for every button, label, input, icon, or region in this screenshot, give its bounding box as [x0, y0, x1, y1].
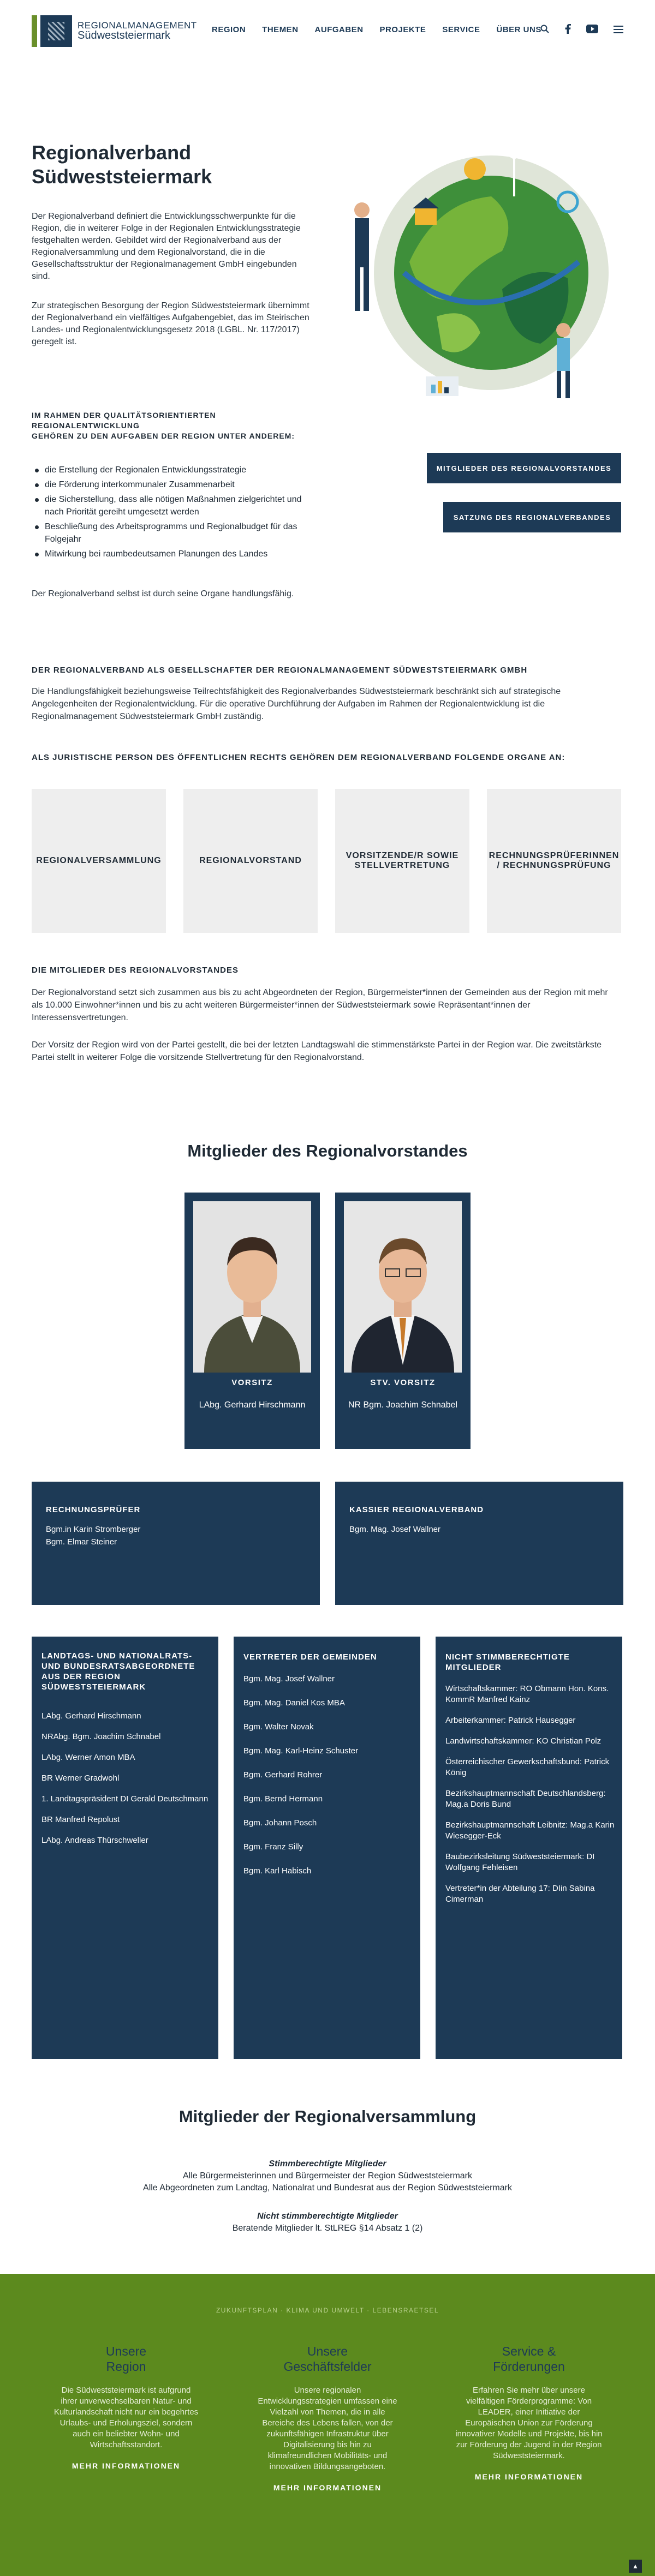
member-role: STV. VORSITZ [370, 1378, 436, 1387]
member-name: NR Bgm. Joachim Schnabel [348, 1400, 458, 1410]
intro-paragraph-3: Der Regionalverband selbst ist durch seine Organe handlungsfähig. [32, 589, 294, 598]
organ-regionalvorstand[interactable]: REGIONALVORSTAND [183, 789, 318, 933]
members-info-p2: Der Vorsitz der Region wird von der Partei gestellt, die bei der letzten Landtagswahl die stimmenstärkste Partei in der Region war. Die zweitstärkste Partei stellt in weiterer Folge die vorsitzende Stellvertretung für den Regionalvorstand. [32, 1040, 602, 1062]
list-item: die Sicherstellung, dass alle nötigen Maßnahmen zielgerichtet und nach Priorität gereiht umgesetzt werden [33, 493, 317, 518]
list-item: Bezirkshauptmannschaft Leibnitz: Mag.a Karin Wiesegger-Eck [445, 1820, 615, 1841]
list-item: NRAbg. Bgm. Joachim Schnabel [41, 1732, 161, 1741]
footer-col-text: Unsere regionalen Entwicklungsstrategien umfassen eine Vielzahl von Themen, die in alle Bereiche des Lebens fallen, von der zukunftsfähigen Infrastruktur über Digitalisierung bis hin zu klimafreundlichen Mobilitäts- und innovativen Bildungsangeboten. [258, 2386, 397, 2471]
list-item: Bgm. Franz Silly [243, 1842, 303, 1852]
more-info-link[interactable]: MEHR INFORMATIONEN [474, 2472, 583, 2481]
list-item: Bgm. Mag. Josef Wallner [349, 1525, 440, 1534]
intro-paragraph-2: Zur strategischen Besorgung der Region Südweststeiermark übernimmt der Regionalverband ein vielfältiges Aufgabengebiet, das im Steirischen Landes- und Regionalentwicklungsgesetz 2018 (LGBL. Nr. 117/2017) geregelt ist. [32, 301, 309, 346]
nav-themen[interactable]: THEMEN [262, 25, 299, 34]
nav-aufgaben[interactable]: AUFGABEN [314, 25, 364, 34]
list-item: LAbg. Gerhard Hirschmann [41, 1711, 141, 1721]
voting-line1: Alle Bürgermeisterinnen und Bürgermeister der Region Südweststeiermark [182, 2171, 473, 2180]
list-item: Bgm. Elmar Steiner [46, 1537, 117, 1547]
organ-regionalversammlung[interactable]: REGIONALVERSAMMLUNG [32, 789, 166, 933]
list-item: Bezirkshauptmannschaft Deutschlandsberg: Mag.a Doris Bund [445, 1789, 606, 1809]
list-item: Bgm. Gerhard Rohrer [243, 1770, 323, 1780]
list-item: 1. Landtagspräsident DI Gerald Deutschmann [41, 1794, 209, 1804]
members-info-heading: DIE MITGLIEDER DES REGIONALVORSTANDES [32, 966, 239, 975]
nav-projekte[interactable]: PROJEKTE [379, 25, 426, 34]
nav-region[interactable]: REGION [212, 25, 246, 34]
assembly-title: Mitglieder der Regionalversammlung [178, 2107, 477, 2126]
list-item: Bgm. Mag. Karl-Heinz Schuster [243, 1746, 359, 1756]
footer-col-title: Unsere Region [105, 2344, 147, 2374]
list-item: Landwirtschaftskammer: KO Christian Polz [445, 1736, 602, 1746]
list-item: Mitwirkung bei raumbedeutsamen Planungen des Landes [33, 548, 317, 560]
delegates-title: LANDTAGS- UND NATIONALRATS- UND BUNDESRATSABGEORDNETE AUS DER REGION SÜDWESTSTEIERMARK [41, 1651, 195, 1692]
municipalities-title: VERTRETER DER GEMEINDEN [243, 1652, 377, 1662]
list-item: Arbeiterkammer: Patrick Hausegger [445, 1716, 576, 1725]
logo-line1: REGIONALMANAGEMENT [78, 20, 197, 31]
list-item: Bgm. Walter Novak [243, 1722, 314, 1732]
members-info-p1: Der Regionalvorstand setzt sich zusammen aus bis zu acht Abgeordneten der Region, Bürgermeister*innen der Gemeinden aus der Region mit mehr als 10.000 Einwohner*innen und bis zu acht weiteren Bürgermeister*innen der Südweststeiermark sowie Repräsentant*innen der Interessensvertretungen. [32, 988, 608, 1022]
list-item: Bgm. Bernd Hermann [243, 1794, 323, 1804]
organe-heading: ALS JURISTISCHE PERSON DES ÖFFENTLICHEN RECHTS GEHÖREN DEM REGIONALVERBAND FOLGENDE ORGANE AN: [32, 753, 565, 762]
list-item: die Erstellung der Regionalen Entwicklungsstrategie [33, 464, 317, 476]
more-info-link[interactable]: MEHR INFORMATIONEN [72, 2461, 181, 2470]
list-item: Baubezirksleitung Südweststeiermark: DI Wolfgang Fehleisen [445, 1852, 595, 1872]
list-item: die Förderung interkommunaler Zusammenarbeit [33, 478, 317, 491]
footer-col-title: Service & Förderungen [493, 2344, 565, 2374]
footer-col-text: Erfahren Sie mehr über unsere vielfältigen Förderprogramme: Von LEADER, einer Initiative der Europäischen Union zur Förderung innovativer Modelle und Projekte, bis hin zur Förderung der Jugend in der Region Südweststeiermark. [455, 2386, 603, 2460]
list-item: BR Manfred Repolust [41, 1815, 120, 1824]
tasks-heading: IM RAHMEN DER QUALITÄTSORIENTIERTEN REGIONALENTWICKLUNG GEHÖREN ZU DEN AUFGABEN DER REGION UNTER ANDEREM: [32, 411, 295, 440]
list-item: Bgm. Mag. Josef Wallner [243, 1674, 335, 1684]
non-voting-line1: Beratende Mitglieder lt. StLREG §14 Absatz 1 (2) [232, 2224, 423, 2233]
voting-heading: Stimmberechtigte Mitglieder [269, 2159, 386, 2168]
intro-paragraph-1: Der Regionalverband definiert die Entwicklungsschwerpunkte für die Region, die in weiterer Folge in der Regionalen Entwicklungsstrategie festgehalten werden. Gebildet wird der Regionalverband aus der Regionalversammlung und dem Regionalvorstand, die in die Gesellschaftsstruktur der Regionalmanagement GmbH eingebunden sind. [32, 212, 301, 281]
member-role: VORSITZ [231, 1378, 273, 1387]
footer-col-text: Die Südweststeiermark ist aufgrund ihrer unverwechselbaren Natur- und Kulturlandschaft nicht nur ein begehrtes Urlaubs- und Erholungsziel, sondern auch ein beliebter Wohn- und Wirtschaftsstandort. [53, 2386, 199, 2449]
organ-vorsitz[interactable]: VORSITZENDE/R SOWIE STELLVERTRETUNG [335, 789, 469, 933]
voting-line2: Alle Abgeordneten zum Landtag, Nationalrat und Bundesrat aus der Region Südweststeiermark [143, 2183, 512, 2192]
title-line2: Südweststeiermark [32, 165, 212, 188]
logo-line2: Südweststeiermark [78, 29, 171, 42]
list-item: Bgm. Mag. Daniel Kos MBA [243, 1698, 345, 1708]
nav-ueber-uns[interactable]: ÜBER UNS [496, 25, 541, 34]
nav-service[interactable]: SERVICE [442, 25, 480, 34]
scroll-top-icon[interactable]: ▲ [629, 2560, 642, 2573]
list-item: Vertreter*in der Abteilung 17: DIin Sabina Cimerman [445, 1884, 595, 1904]
list-item: Bgm.in Karin Stromberger [46, 1525, 141, 1534]
treasurer-title: KASSIER REGIONALVERBAND [349, 1505, 484, 1514]
list-item: Beschließung des Arbeitsprogramms und Regionalbudget für das Folgejahr [33, 520, 317, 546]
gesellschafter-heading: DER REGIONALVERBAND ALS GESELLSCHAFTER DER REGIONALMANAGEMENT SÜDWESTSTEIERMARK GMBH [32, 666, 528, 675]
board-title: Mitglieder des Regionalvorstandes [187, 1141, 468, 1160]
statutes-button[interactable]: SATZUNG DES REGIONALVERBANDES [443, 502, 621, 532]
more-info-link[interactable]: MEHR INFORMATIONEN [273, 2483, 382, 2492]
list-item: LAbg. Werner Amon MBA [41, 1753, 135, 1762]
list-item: Wirtschaftskammer: RO Obmann Hon. Kons. KommR Manfred Kainz [445, 1684, 609, 1704]
members-board-button[interactable]: MITGLIEDER DES REGIONALVORSTANDES [427, 453, 621, 483]
organ-rechnungspruefung[interactable]: RECHNUNGSPRÜFERINNEN / RECHNUNGSPRÜFUNG [487, 789, 621, 933]
non-voting-title: NICHT STIMMBERECHTIGTE MITGLIEDER [445, 1652, 570, 1672]
footer-col-title: Unsere Geschäftsfelder [283, 2344, 372, 2374]
non-voting-heading: Nicht stimmberechtigte Mitglieder [257, 2212, 398, 2221]
gesellschafter-text: Die Handlungsfähigkeit beziehungsweise Teilrechtsfähigkeit des Regionalverbandes Südweststeiermark beschränkt sich auf strategische Angelegenheiten der Regionalentwicklung. Für die operative Durchführung der Aufgaben im Rahmen der Regionalentwicklung ist die Regionalmanagement Südweststeiermark GmbH zuständig. [32, 687, 561, 721]
member-name: LAbg. Gerhard Hirschmann [199, 1400, 306, 1410]
title-line1: Regionalverband [32, 141, 192, 164]
list-item: Bgm. Karl Habisch [243, 1866, 312, 1876]
list-item: Österreichischer Gewerkschaftsbund: Patrick König [445, 1757, 610, 1777]
list-item: Bgm. Johann Posch [243, 1818, 317, 1828]
list-item: BR Werner Gradwohl [41, 1774, 120, 1783]
auditors-title: RECHNUNGSPRÜFER [46, 1505, 141, 1514]
footer-links[interactable]: ZUKUNFTSPLAN · KLIMA UND UMWELT · LEBENSRAETSEL [216, 2307, 439, 2314]
list-item: LAbg. Andreas Thürschweller [41, 1836, 148, 1845]
